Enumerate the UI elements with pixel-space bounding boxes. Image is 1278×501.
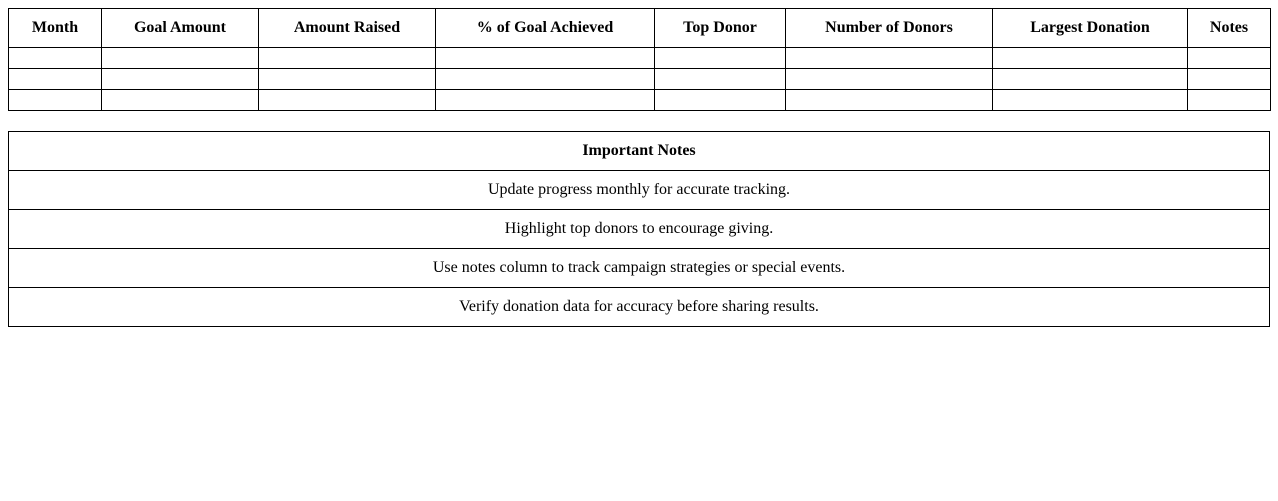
column-header-top-donor: Top Donor [655,9,786,48]
column-header-largest-donation: Largest Donation [993,9,1188,48]
table-cell [655,48,786,69]
table-row [9,48,1271,69]
note-row [9,249,1270,288]
column-header-percent-goal: % of Goal Achieved [436,9,655,48]
note-item: Highlight top donors to encourage giving. [9,210,1270,249]
table-cell [9,69,102,90]
table-cell [9,48,102,69]
table-cell [259,69,436,90]
table-cell [1188,48,1271,69]
table-cell [655,69,786,90]
column-header-amount-raised: Amount Raised [259,9,436,48]
table-cell [786,69,993,90]
note-item: Verify donation data for accuracy before sharing results. [9,288,1270,327]
table-cell [436,48,655,69]
important-notes-table [8,131,1270,327]
table-cell [259,48,436,69]
table-cell [102,48,259,69]
table-cell [655,90,786,111]
table-cell [102,69,259,90]
note-row [9,171,1270,210]
note-row [9,210,1270,249]
note-item: Use notes column to track campaign strategies or special events. [9,249,1270,288]
note-row [9,288,1270,327]
table-cell [259,90,436,111]
table-cell [786,90,993,111]
table-cell [436,69,655,90]
fundraising-tracker-table [8,8,1271,111]
table-cell [102,90,259,111]
notes-header-row [9,132,1270,171]
table-cell [9,90,102,111]
table-cell [993,69,1188,90]
column-header-notes: Notes [1188,9,1271,48]
table-row [9,90,1271,111]
table-cell [993,48,1188,69]
note-item: Update progress monthly for accurate tracking. [9,171,1270,210]
table-row [9,69,1271,90]
table-cell [786,48,993,69]
column-header-number-of-donors: Number of Donors [786,9,993,48]
table-cell [1188,90,1271,111]
notes-title: Important Notes [9,132,1270,171]
table-cell [436,90,655,111]
table-cell [993,90,1188,111]
column-header-goal-amount: Goal Amount [102,9,259,48]
column-header-month: Month [9,9,102,48]
table-header-row [9,9,1271,48]
table-cell [1188,69,1271,90]
